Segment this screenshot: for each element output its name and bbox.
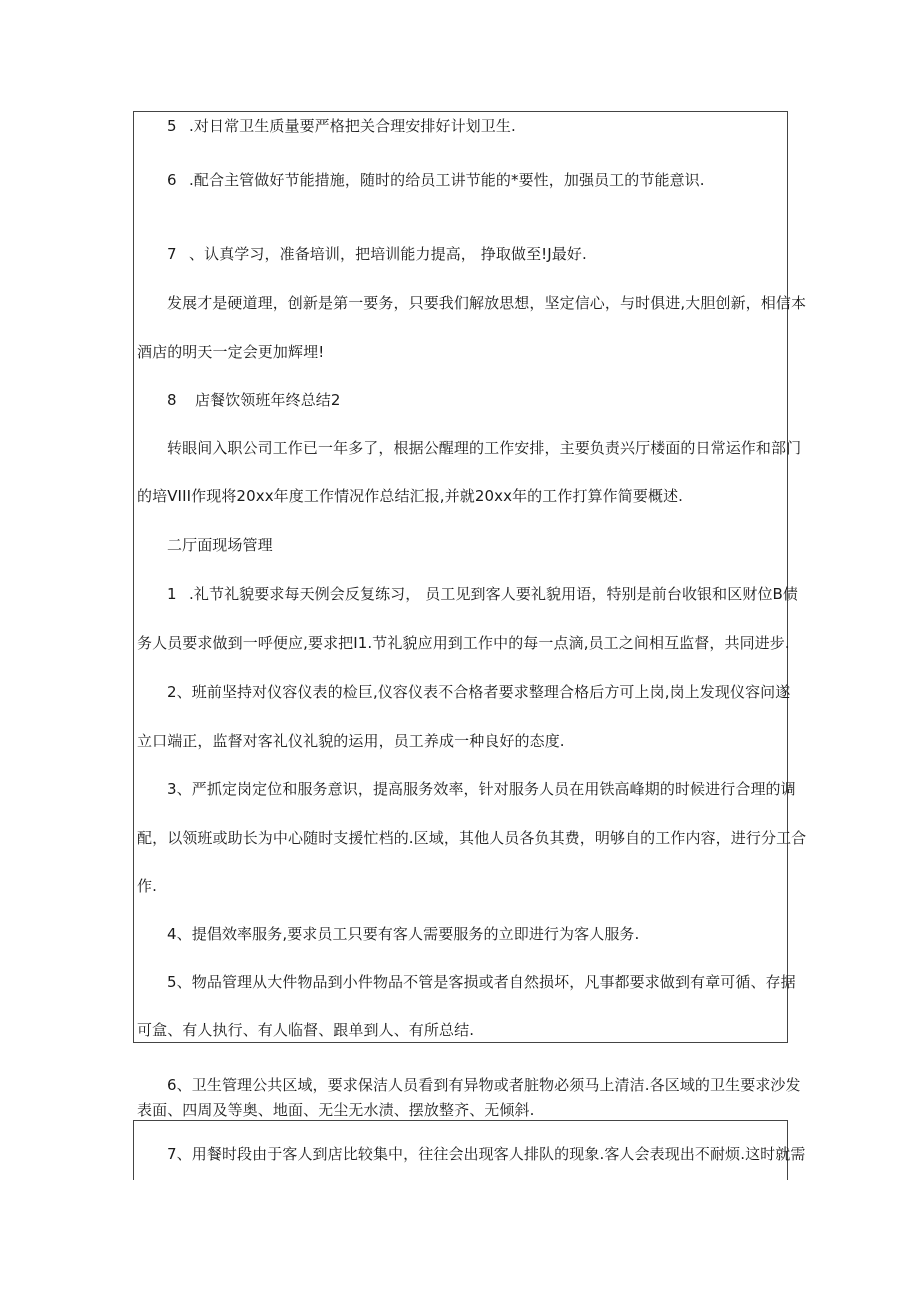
point-5-line-2: 可盒、有人执行、有人临督、跟单到人、有所总结.	[137, 1021, 475, 1039]
point-7-line-1: 7、用餐时段由于客人到店比较集中，往往会出现客人排队的现象.客人会表现出不耐烦.这时就需	[167, 1145, 806, 1163]
closing-paragraph-line-2: 酒店的明天一定会更加辉埋!	[137, 343, 325, 361]
point-5-line-1: 5、物品管理从大件物品到小件物品不管是客损或者自然损坏，凡事都要求做到有章可循、存据	[167, 973, 796, 991]
list-number: 5	[167, 117, 177, 135]
point-1-line-2: 务人员要求做到一呼便应,要求把I1.节礼貌应用到工作中的每一点滴,员工之间相互监督，共同进步.	[137, 634, 790, 652]
list-number: 6	[167, 171, 177, 189]
list-text: .对日常卫生质量要严格把关合理安排好计划卫生.	[189, 117, 516, 135]
list-item-6	[167, 170, 705, 190]
point-3-line-3: 作.	[137, 877, 157, 895]
list-item-5	[167, 116, 516, 136]
intro-paragraph-line-2: 的培VIII作现将20xx年度工作情况作总结汇报,并就20xx年的工作打算作简要概述.	[137, 487, 684, 505]
list-text: 、认真学习，准备培训，把培训能力提高， 挣取做至!J最好.	[189, 245, 587, 263]
point-6-line-2: 表面、四周及等奥、地面、无尘无水渍、摆放整齐、无倾斜.	[137, 1101, 535, 1119]
section-heading	[167, 390, 341, 410]
list-number: 7	[167, 245, 177, 263]
point-1-line-1	[167, 584, 798, 604]
point-text: .礼节礼貌要求每天例会反复练习， 员工见到客人要礼貌用语，特别是前台收银和区财位B债	[189, 585, 799, 603]
point-6-line-1: 6、卫生管理公共区域，要求保洁人员看到有异物或者脏物必须马上清洁.各区域的卫生要求沙发	[167, 1076, 801, 1094]
point-3-line-1: 3、严抓定岗定位和服务意识，提高服务效率，针对服务人员在用铁高峰期的时候进行合理的调	[167, 780, 796, 798]
closing-paragraph-line-1: 发展才是硬道理，创新是第一要务，只要我们解放思想，坚定信心，与时俱进,大胆创新，相信本	[167, 294, 807, 312]
list-text: .配合主管做好节能措施，随时的给员工讲节能的*要性，加强员工的节能意识.	[189, 171, 705, 189]
point-4-line-1: 4、提倡效率服务,要求员工只要有客人需要服务的立即进行为客人服务.	[167, 925, 640, 943]
section-title: 二厅面现场管理	[167, 536, 273, 554]
heading-text: 店餐饮领班年终总结2	[195, 391, 341, 409]
point-2-line-1: 2、班前坚持对仪容仪表的检巨,仪容仪表不合格者要求整理合格后方可上岗,岗上发现仪容问遂	[167, 683, 791, 701]
intro-paragraph-line-1: 转眼间入职公司工作已一年多了，根据公醒理的工作安排，主要负责兴厅楼面的日常运作和部门	[167, 439, 802, 457]
point-3-line-2: 配，以领班或助长为中心随时支援忙档的.区域，其他人员各负其费，明够自的工作内容，进行分工合	[137, 829, 807, 847]
list-item-7	[167, 244, 587, 264]
heading-number: 8	[167, 391, 177, 409]
point-2-line-2: 立口端正，监督对客礼仪礼貌的运用，员工养成一种良好的态度.	[137, 732, 565, 750]
point-number: 1	[167, 585, 177, 603]
